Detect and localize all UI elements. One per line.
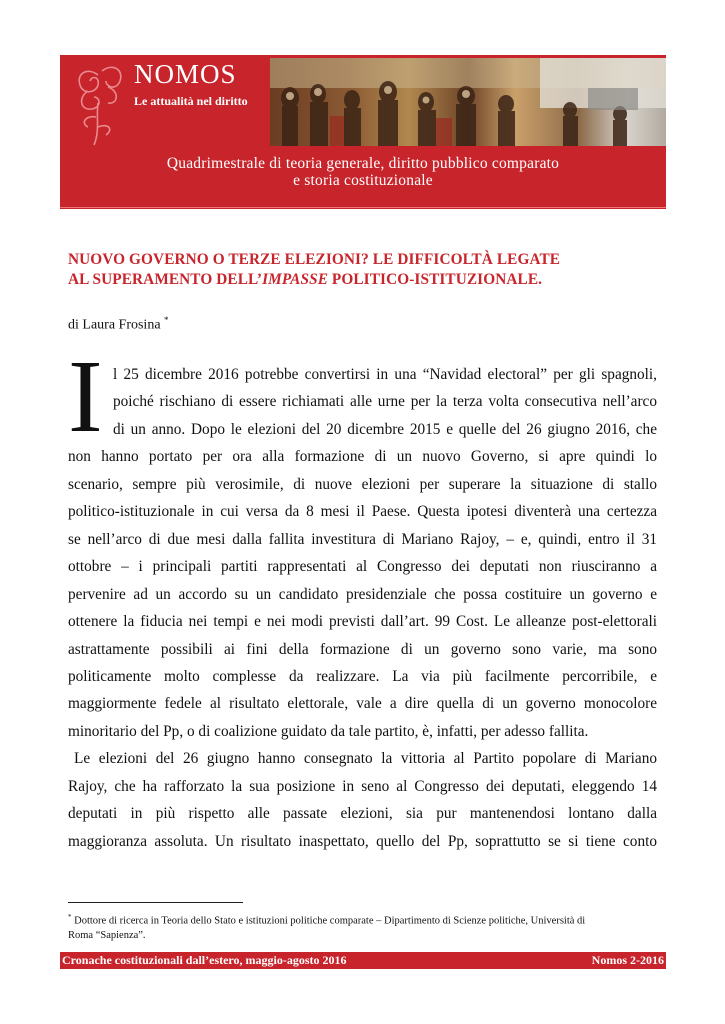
text-line: Le elezioni del 26 giugno hanno consegnato la vittoria al Partito popolare di Mariano (74, 750, 657, 768)
author-byline (68, 315, 169, 334)
footnote-marker: * (164, 315, 169, 325)
title-text: POLITICO-ISTITUZIONALE. (328, 271, 543, 288)
journal-subtitle: Le attualità nel diritto (134, 94, 248, 108)
text-line: astrattamente possibili ai fini della formazione di un governo sono varie, ma sono (68, 640, 657, 658)
text-line: pervenire ad un accordo su un candidato presidenziale che possa costituire un governo e (68, 585, 657, 603)
text-line: maggiormente fedele al risultato elettorale, vale a dire quella di un governo monocolore (68, 695, 657, 713)
footer-section: Cronache costituzionali dall’estero, maggio-agosto 2016 (62, 953, 347, 967)
article-body (68, 361, 657, 855)
text-line: politico-istituzionale in cui versa da 8 mesi il Paese. Questa ipotesi diventerà una certezza (68, 503, 657, 521)
footnote-divider (68, 902, 243, 903)
historical-painting (270, 58, 666, 146)
tagline-line: Quadrimestrale di teoria generale, diritto pubblico comparato (166, 155, 560, 172)
article-title (68, 250, 668, 290)
title-line (68, 270, 668, 290)
page-footer (60, 952, 666, 969)
text-line: maggioranza assoluta. Un risultato inaspettato, quello del Pp, soprattutto se si tiene conto (68, 832, 657, 850)
journal-tagline (60, 155, 666, 189)
author-name: di Laura Frosina (68, 317, 165, 333)
text-line: di un anno. Dopo le elezioni del 20 dicembre 2015 e quelle del 26 giugno 2016, che (113, 420, 657, 438)
text-line: l 25 dicembre 2016 potrebbe convertirsi in una “Navidad electoral” per gli spagnoli, (113, 366, 657, 383)
banner-divider (60, 207, 666, 208)
text-line: se nell’arco di due mesi dalla fallita investitura di Mariano Rajoy, – e, quindi, entro il 31 (68, 530, 657, 548)
text-line: politicamente molto complesse da realizzare. La via più facilmente percorribile, e (68, 667, 657, 685)
text-line: minoritario del Pp, o di coalizione guidato da tale partito, è, infatti, per adesso fallita. (68, 722, 589, 740)
tagline-line: e storia costituzionale (293, 172, 433, 189)
footer-issue: Nomos 2-2016 (591, 953, 664, 967)
journal-banner (60, 55, 666, 209)
drop-cap: I (68, 339, 103, 454)
text-line: ottenere la fiducia nei tempi e nei modi previsti dall’art. 99 Cost. Le alleanze post-elettorali (68, 613, 657, 631)
footnote-marker: * (68, 913, 72, 921)
footnote (68, 910, 658, 943)
paragraph (68, 745, 657, 855)
text-line: deputati in più rispetto alle passate elezioni, sia pur mantenendosi lontano dalla (68, 805, 657, 823)
journal-brand: NOMOS (134, 59, 237, 89)
title-text: AL SUPERAMENTO DELL’ (68, 271, 263, 288)
paragraph (68, 361, 657, 745)
text-line: scenario, sempre più verosimile, di nuove elezioni per superare la situazione di stallo (68, 475, 657, 493)
footnote-text: Dottore di ricerca in Teoria dello Stato e istituzioni politiche comparate – Dipartimento di Scienze politiche, Università di (71, 915, 586, 927)
footnote-text: Roma “Sapienza”. (68, 929, 146, 941)
text-line: Rajoy, che ha rafforzato la sua posizione in seno al Congresso dei deputati, eleggendo 14 (68, 777, 657, 795)
text-line: non hanno portato per ora alla formazione di un nuovo Governo, si apre quindi lo (68, 448, 657, 466)
text-line: poiché rischiano di essere richiamati alle urne per la terza volta consecutiva nell’arco (113, 393, 657, 411)
title-line: NUOVO GOVERNO O TERZE ELEZIONI? LE DIFFICOLTÀ LEGATE (68, 251, 561, 268)
text-line: ottobre – i principali partiti rappresentati al Congresso dei deputati non riusciranno a (68, 558, 657, 576)
footnote-line (68, 910, 658, 929)
title-emphasis: IMPASSE (262, 271, 328, 288)
